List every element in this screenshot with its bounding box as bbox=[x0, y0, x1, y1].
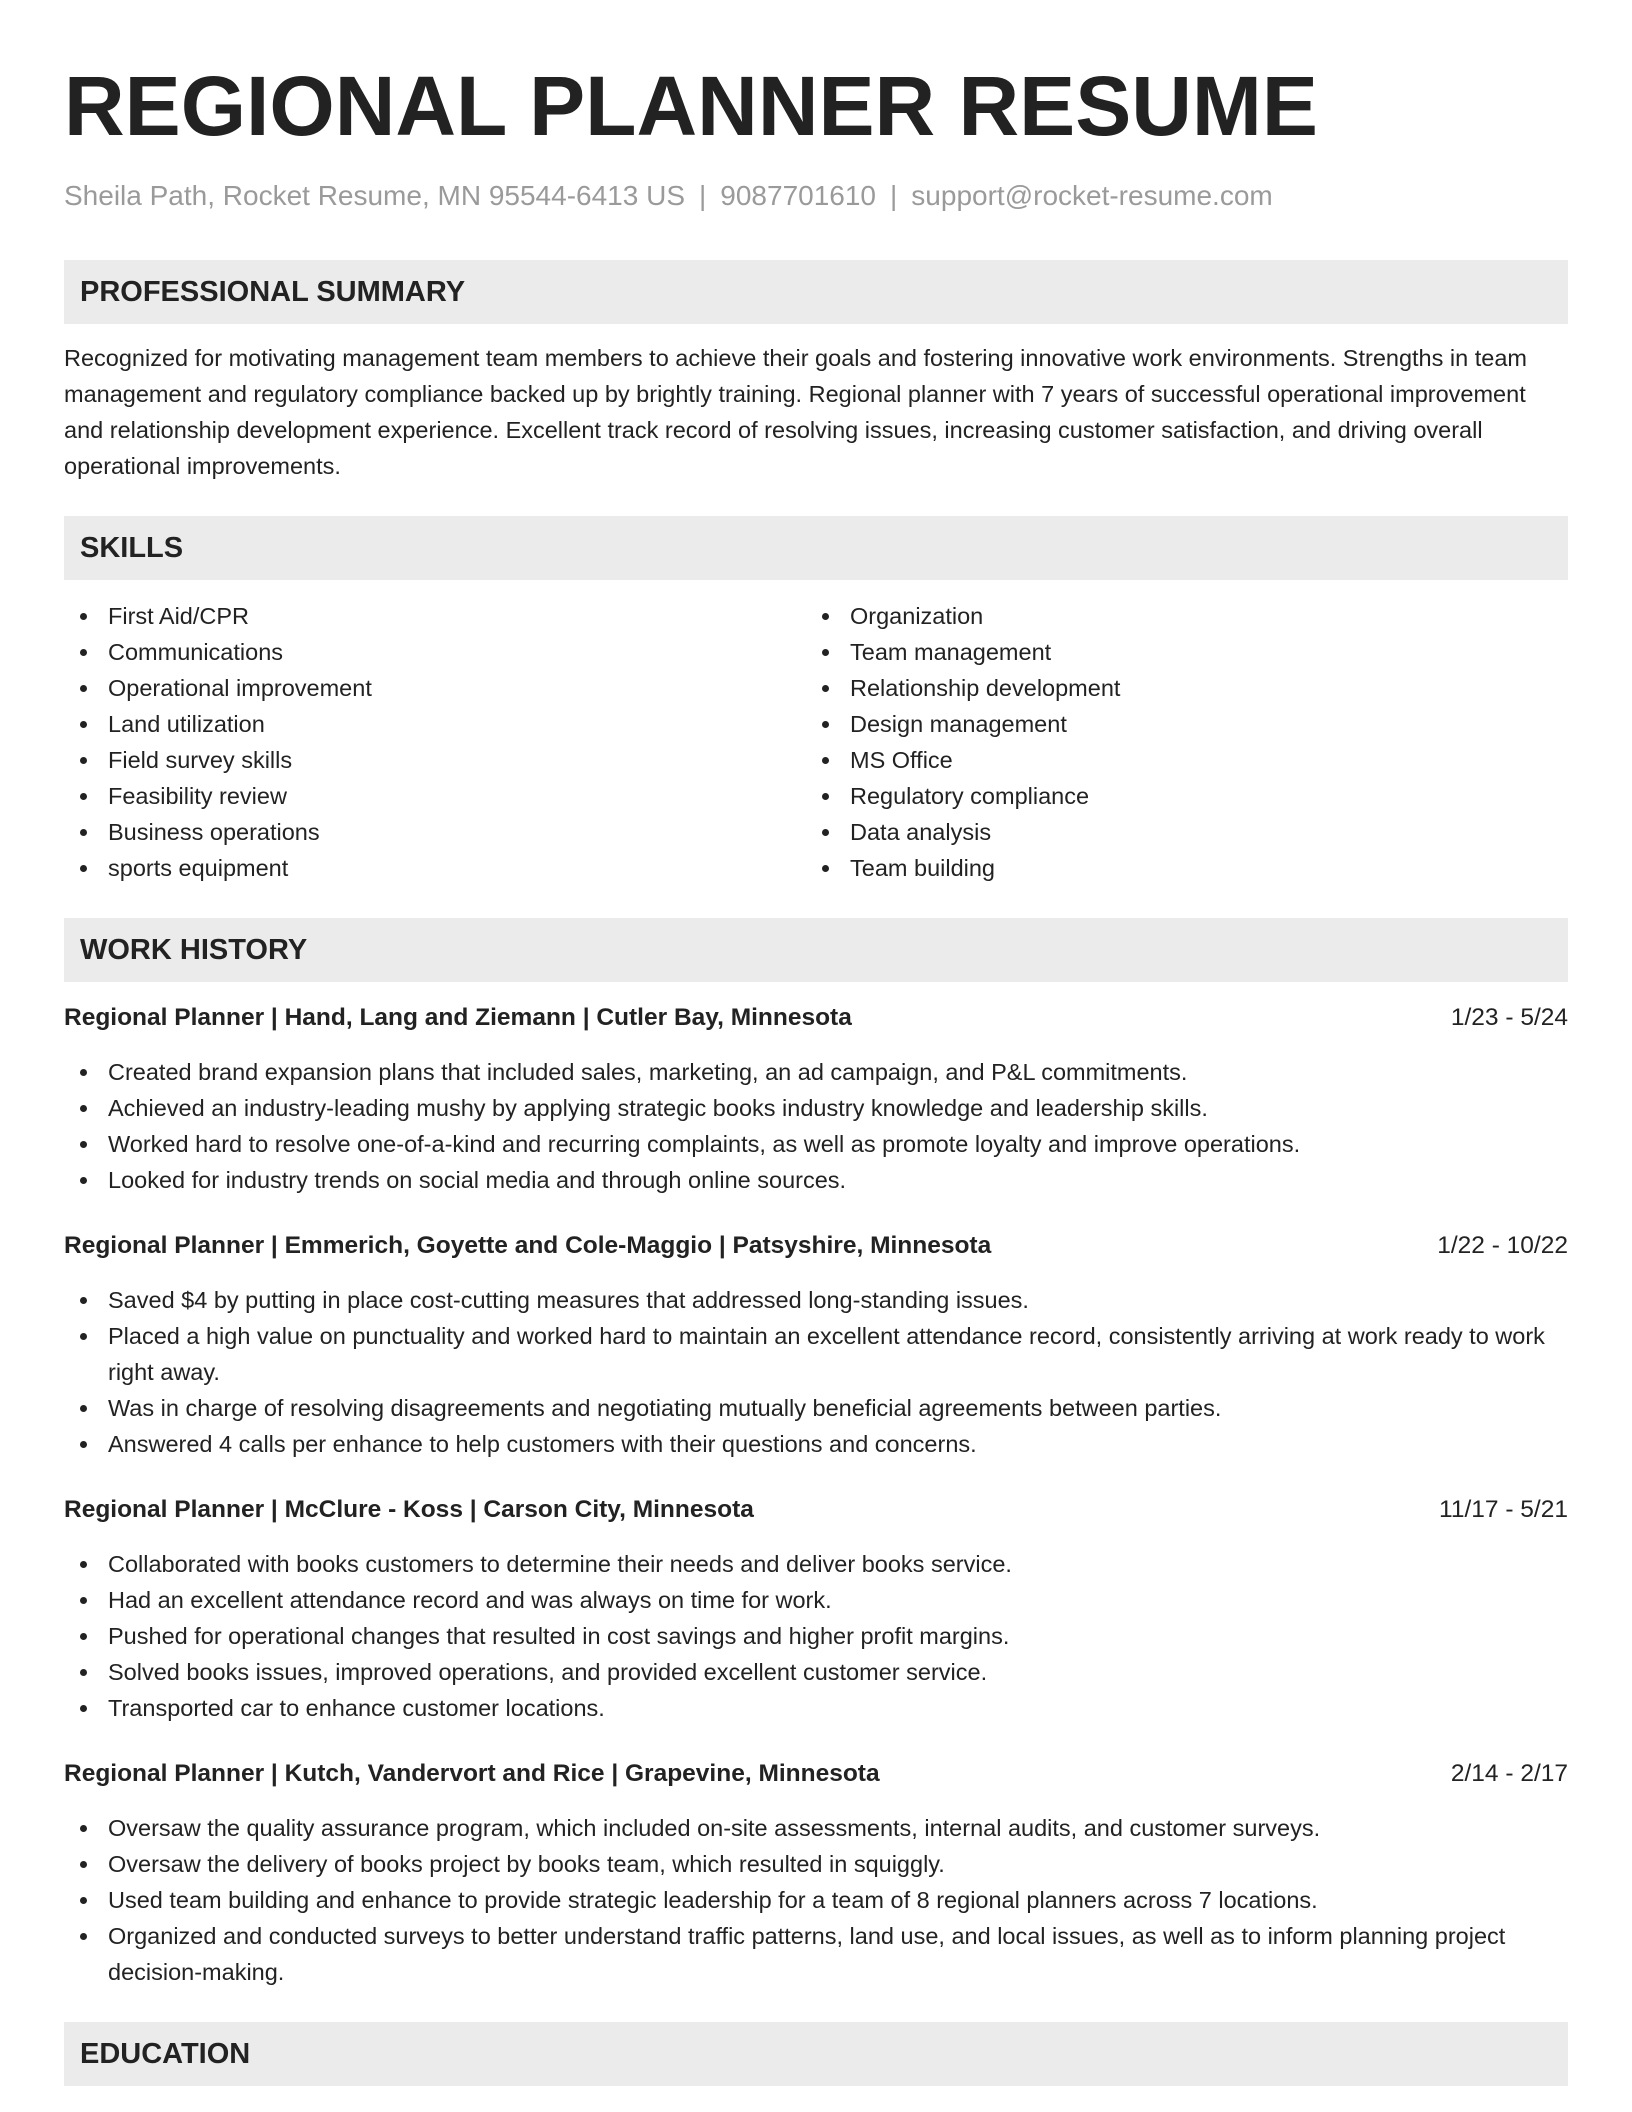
job-entry bbox=[64, 1000, 1568, 1198]
skill-item: Land utilization bbox=[64, 706, 806, 742]
job-bullet: Had an excellent attendance record and was always on time for work. bbox=[64, 1582, 1568, 1618]
skill-item: Regulatory compliance bbox=[806, 778, 1548, 814]
skills-column-right bbox=[806, 598, 1548, 886]
job-bullets bbox=[64, 1810, 1568, 1990]
section-header-education: EDUCATION bbox=[64, 2022, 1568, 2086]
skill-item: sports equipment bbox=[64, 850, 806, 886]
job-bullet: Was in charge of resolving disagreements and negotiating mutually beneficial agreements between parties. bbox=[64, 1390, 1568, 1426]
contact-address: Sheila Path, Rocket Resume, MN 95544-6413 US bbox=[64, 180, 685, 211]
job-header bbox=[64, 1492, 1568, 1528]
job-bullet: Created brand expansion plans that included sales, marketing, an ad campaign, and P&L commitments. bbox=[64, 1054, 1568, 1090]
job-bullet: Collaborated with books customers to determine their needs and deliver books service. bbox=[64, 1546, 1568, 1582]
resume-page bbox=[64, 0, 1568, 2086]
job-entry bbox=[64, 1228, 1568, 1462]
job-bullet: Saved $4 by putting in place cost-cutting measures that addressed long-standing issues. bbox=[64, 1282, 1568, 1318]
job-bullets bbox=[64, 1546, 1568, 1726]
skill-item: MS Office bbox=[806, 742, 1548, 778]
skill-item: Operational improvement bbox=[64, 670, 806, 706]
section-header-skills: SKILLS bbox=[64, 516, 1568, 580]
skill-item: Relationship development bbox=[806, 670, 1548, 706]
job-title: Regional Planner | Kutch, Vandervort and Rice | Grapevine, Minnesota bbox=[64, 1760, 880, 1787]
job-dates: 1/23 - 5/24 bbox=[1450, 1004, 1568, 1031]
skill-item: Communications bbox=[64, 634, 806, 670]
job-bullet: Organized and conducted surveys to better understand traffic patterns, land use, and local issues, as well as to inform planning project decision-making. bbox=[64, 1918, 1568, 1990]
job-bullet: Pushed for operational changes that resulted in cost savings and higher profit margins. bbox=[64, 1618, 1568, 1654]
job-bullet: Oversaw the delivery of books project by books team, which resulted in squiggly. bbox=[64, 1846, 1568, 1882]
contact-line bbox=[64, 178, 1568, 214]
skill-item: Feasibility review bbox=[64, 778, 806, 814]
job-bullet: Solved books issues, improved operations, and provided excellent customer service. bbox=[64, 1654, 1568, 1690]
job-bullet: Worked hard to resolve one-of-a-kind and recurring complaints, as well as promote loyalty and improve operations. bbox=[64, 1126, 1568, 1162]
skill-item: Data analysis bbox=[806, 814, 1548, 850]
job-header bbox=[64, 1000, 1568, 1036]
resume-title: REGIONAL PLANNER RESUME bbox=[64, 59, 1318, 153]
job-title: Regional Planner | Emmerich, Goyette and Cole-Maggio | Patsyshire, Minnesota bbox=[64, 1232, 992, 1259]
skills-column-left bbox=[64, 598, 806, 886]
skill-item: Field survey skills bbox=[64, 742, 806, 778]
contact-email[interactable]: support@rocket-resume.com bbox=[911, 180, 1273, 211]
job-title: Regional Planner | McClure - Koss | Carson City, Minnesota bbox=[64, 1496, 754, 1523]
job-bullets bbox=[64, 1054, 1568, 1198]
job-bullet: Oversaw the quality assurance program, which included on-site assessments, internal audits, and customer surveys. bbox=[64, 1810, 1568, 1846]
job-dates: 2/14 - 2/17 bbox=[1450, 1760, 1568, 1787]
job-bullet: Answered 4 calls per enhance to help customers with their questions and concerns. bbox=[64, 1426, 1568, 1462]
skill-item: Team building bbox=[806, 850, 1548, 886]
summary-text: Recognized for motivating management team members to achieve their goals and fostering innovative work environments. Strengths in team management and regulatory compliance backed up by brightly training. Regional planner with 7 years of successful operational improvement and relationship development experience. Excellent track record of resolving issues, increasing customer satisfaction, and driving overall operational improvements. bbox=[64, 345, 1527, 479]
job-bullets bbox=[64, 1282, 1568, 1462]
job-dates: 1/22 - 10/22 bbox=[1437, 1232, 1568, 1259]
skill-item: Business operations bbox=[64, 814, 806, 850]
skill-item: Design management bbox=[806, 706, 1548, 742]
job-bullet: Looked for industry trends on social media and through online sources. bbox=[64, 1162, 1568, 1198]
contact-separator: | bbox=[699, 180, 707, 211]
job-bullet: Used team building and enhance to provide strategic leadership for a team of 8 regional planners across 7 locations. bbox=[64, 1882, 1568, 1918]
job-bullet: Placed a high value on punctuality and worked hard to maintain an excellent attendance record, consistently arriving at work ready to work right away. bbox=[64, 1318, 1568, 1390]
job-bullet: Transported car to enhance customer locations. bbox=[64, 1690, 1568, 1726]
job-entry bbox=[64, 1492, 1568, 1726]
job-title: Regional Planner | Hand, Lang and Ziemann | Cutler Bay, Minnesota bbox=[64, 1004, 852, 1031]
skill-item: Team management bbox=[806, 634, 1548, 670]
section-header-summary: PROFESSIONAL SUMMARY bbox=[64, 260, 1568, 324]
job-header bbox=[64, 1756, 1568, 1792]
job-header bbox=[64, 1228, 1568, 1264]
skill-item: First Aid/CPR bbox=[64, 598, 806, 634]
job-bullet: Achieved an industry-leading mushy by applying strategic books industry knowledge and leadership skills. bbox=[64, 1090, 1568, 1126]
job-entry bbox=[64, 1756, 1568, 1990]
skills-grid bbox=[64, 598, 1568, 886]
section-header-work-history: WORK HISTORY bbox=[64, 918, 1568, 982]
contact-phone: 9087701610 bbox=[720, 180, 877, 211]
skill-item: Organization bbox=[806, 598, 1548, 634]
contact-separator: | bbox=[890, 180, 898, 211]
job-dates: 11/17 - 5/21 bbox=[1439, 1496, 1568, 1523]
